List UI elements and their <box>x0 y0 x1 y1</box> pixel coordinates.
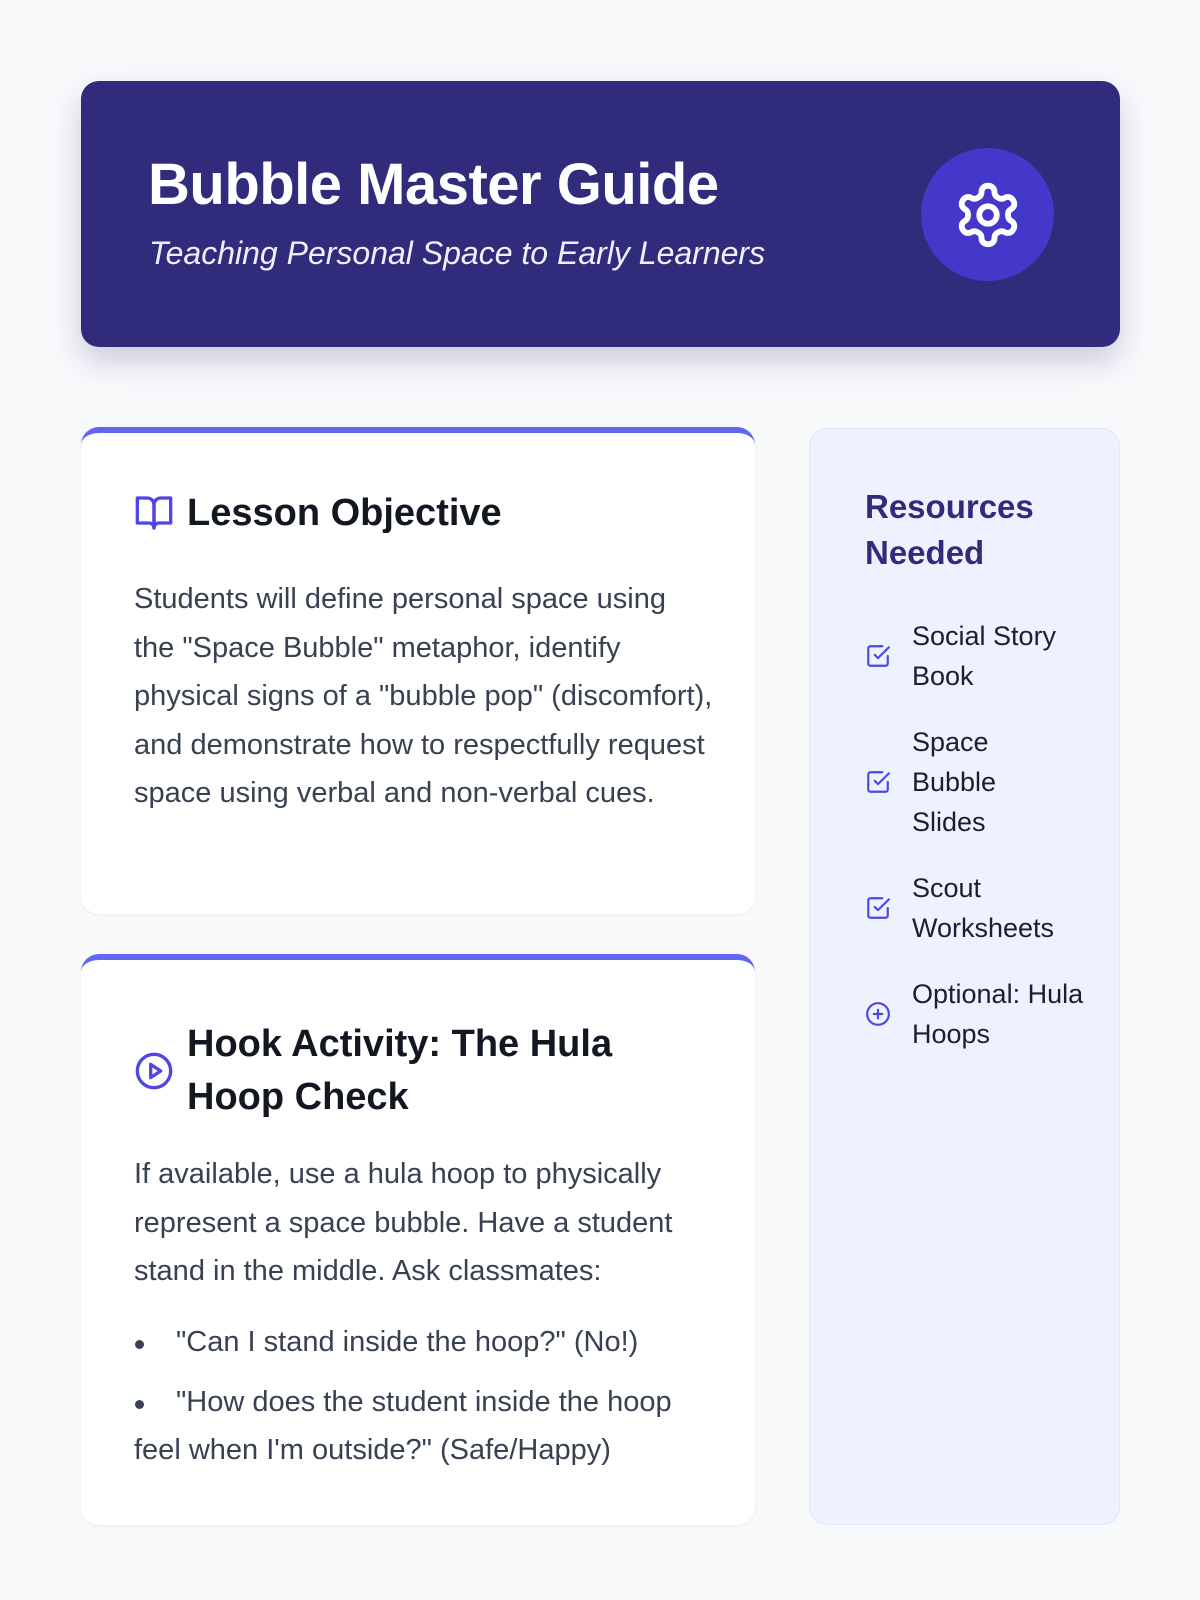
lesson-objective-text: Students will define personal space using the "Space Bubble" metaphor, identify physical signs of a "bubble pop" (discomfort), and demonstrate how to respectfully request space using verbal and non-verbal cues. <box>134 583 713 809</box>
gear-icon <box>953 180 1023 250</box>
resources-sidebar <box>809 428 1120 1525</box>
list-item: "Can I stand inside the hoop?" (No!) <box>134 1318 714 1366</box>
play-circle-icon <box>134 1051 174 1091</box>
hook-activity-card <box>81 954 755 1525</box>
resource-label: Scout Worksheets <box>912 873 1055 943</box>
check-square-icon <box>865 895 891 921</box>
hook-activity-header <box>134 1018 657 1124</box>
resources-title: Resources Needed <box>865 488 1034 571</box>
check-square-icon <box>865 769 891 795</box>
hook-activity-text: If available, use a hula hoop to physically represent a space bubble. Have a student stand in the middle. Ask classmates: <box>134 1158 673 1287</box>
check-square-icon <box>865 643 891 669</box>
hook-question-list <box>134 1318 714 1486</box>
resource-item[interactable] <box>865 616 1095 696</box>
lesson-objective-title: Lesson Objective <box>187 491 502 534</box>
plus-circle-icon <box>865 1001 891 1027</box>
page-subtitle: Teaching Personal Space to Early Learners <box>149 235 766 271</box>
page-title: Bubble Master Guide <box>148 152 719 217</box>
resource-label: Optional: Hula Hoops <box>912 979 1084 1049</box>
list-item: "How does the student inside the hoop feel when I'm outside?" (Safe/Happy) <box>134 1378 714 1474</box>
lesson-objective-header <box>134 489 502 537</box>
settings-button[interactable] <box>921 148 1054 281</box>
resource-label: Space Bubble Slides <box>912 727 997 837</box>
book-open-icon <box>134 493 174 533</box>
resource-item[interactable] <box>865 868 1095 948</box>
resources-list <box>865 616 1095 1080</box>
page-header <box>81 81 1120 347</box>
resource-item[interactable] <box>865 722 1095 842</box>
lesson-objective-card <box>81 427 755 914</box>
resource-label: Social Story Book <box>912 621 1057 691</box>
hook-activity-title: Hook Activity: The Hula Hoop Check <box>187 1023 613 1118</box>
resource-item[interactable] <box>865 974 1095 1054</box>
